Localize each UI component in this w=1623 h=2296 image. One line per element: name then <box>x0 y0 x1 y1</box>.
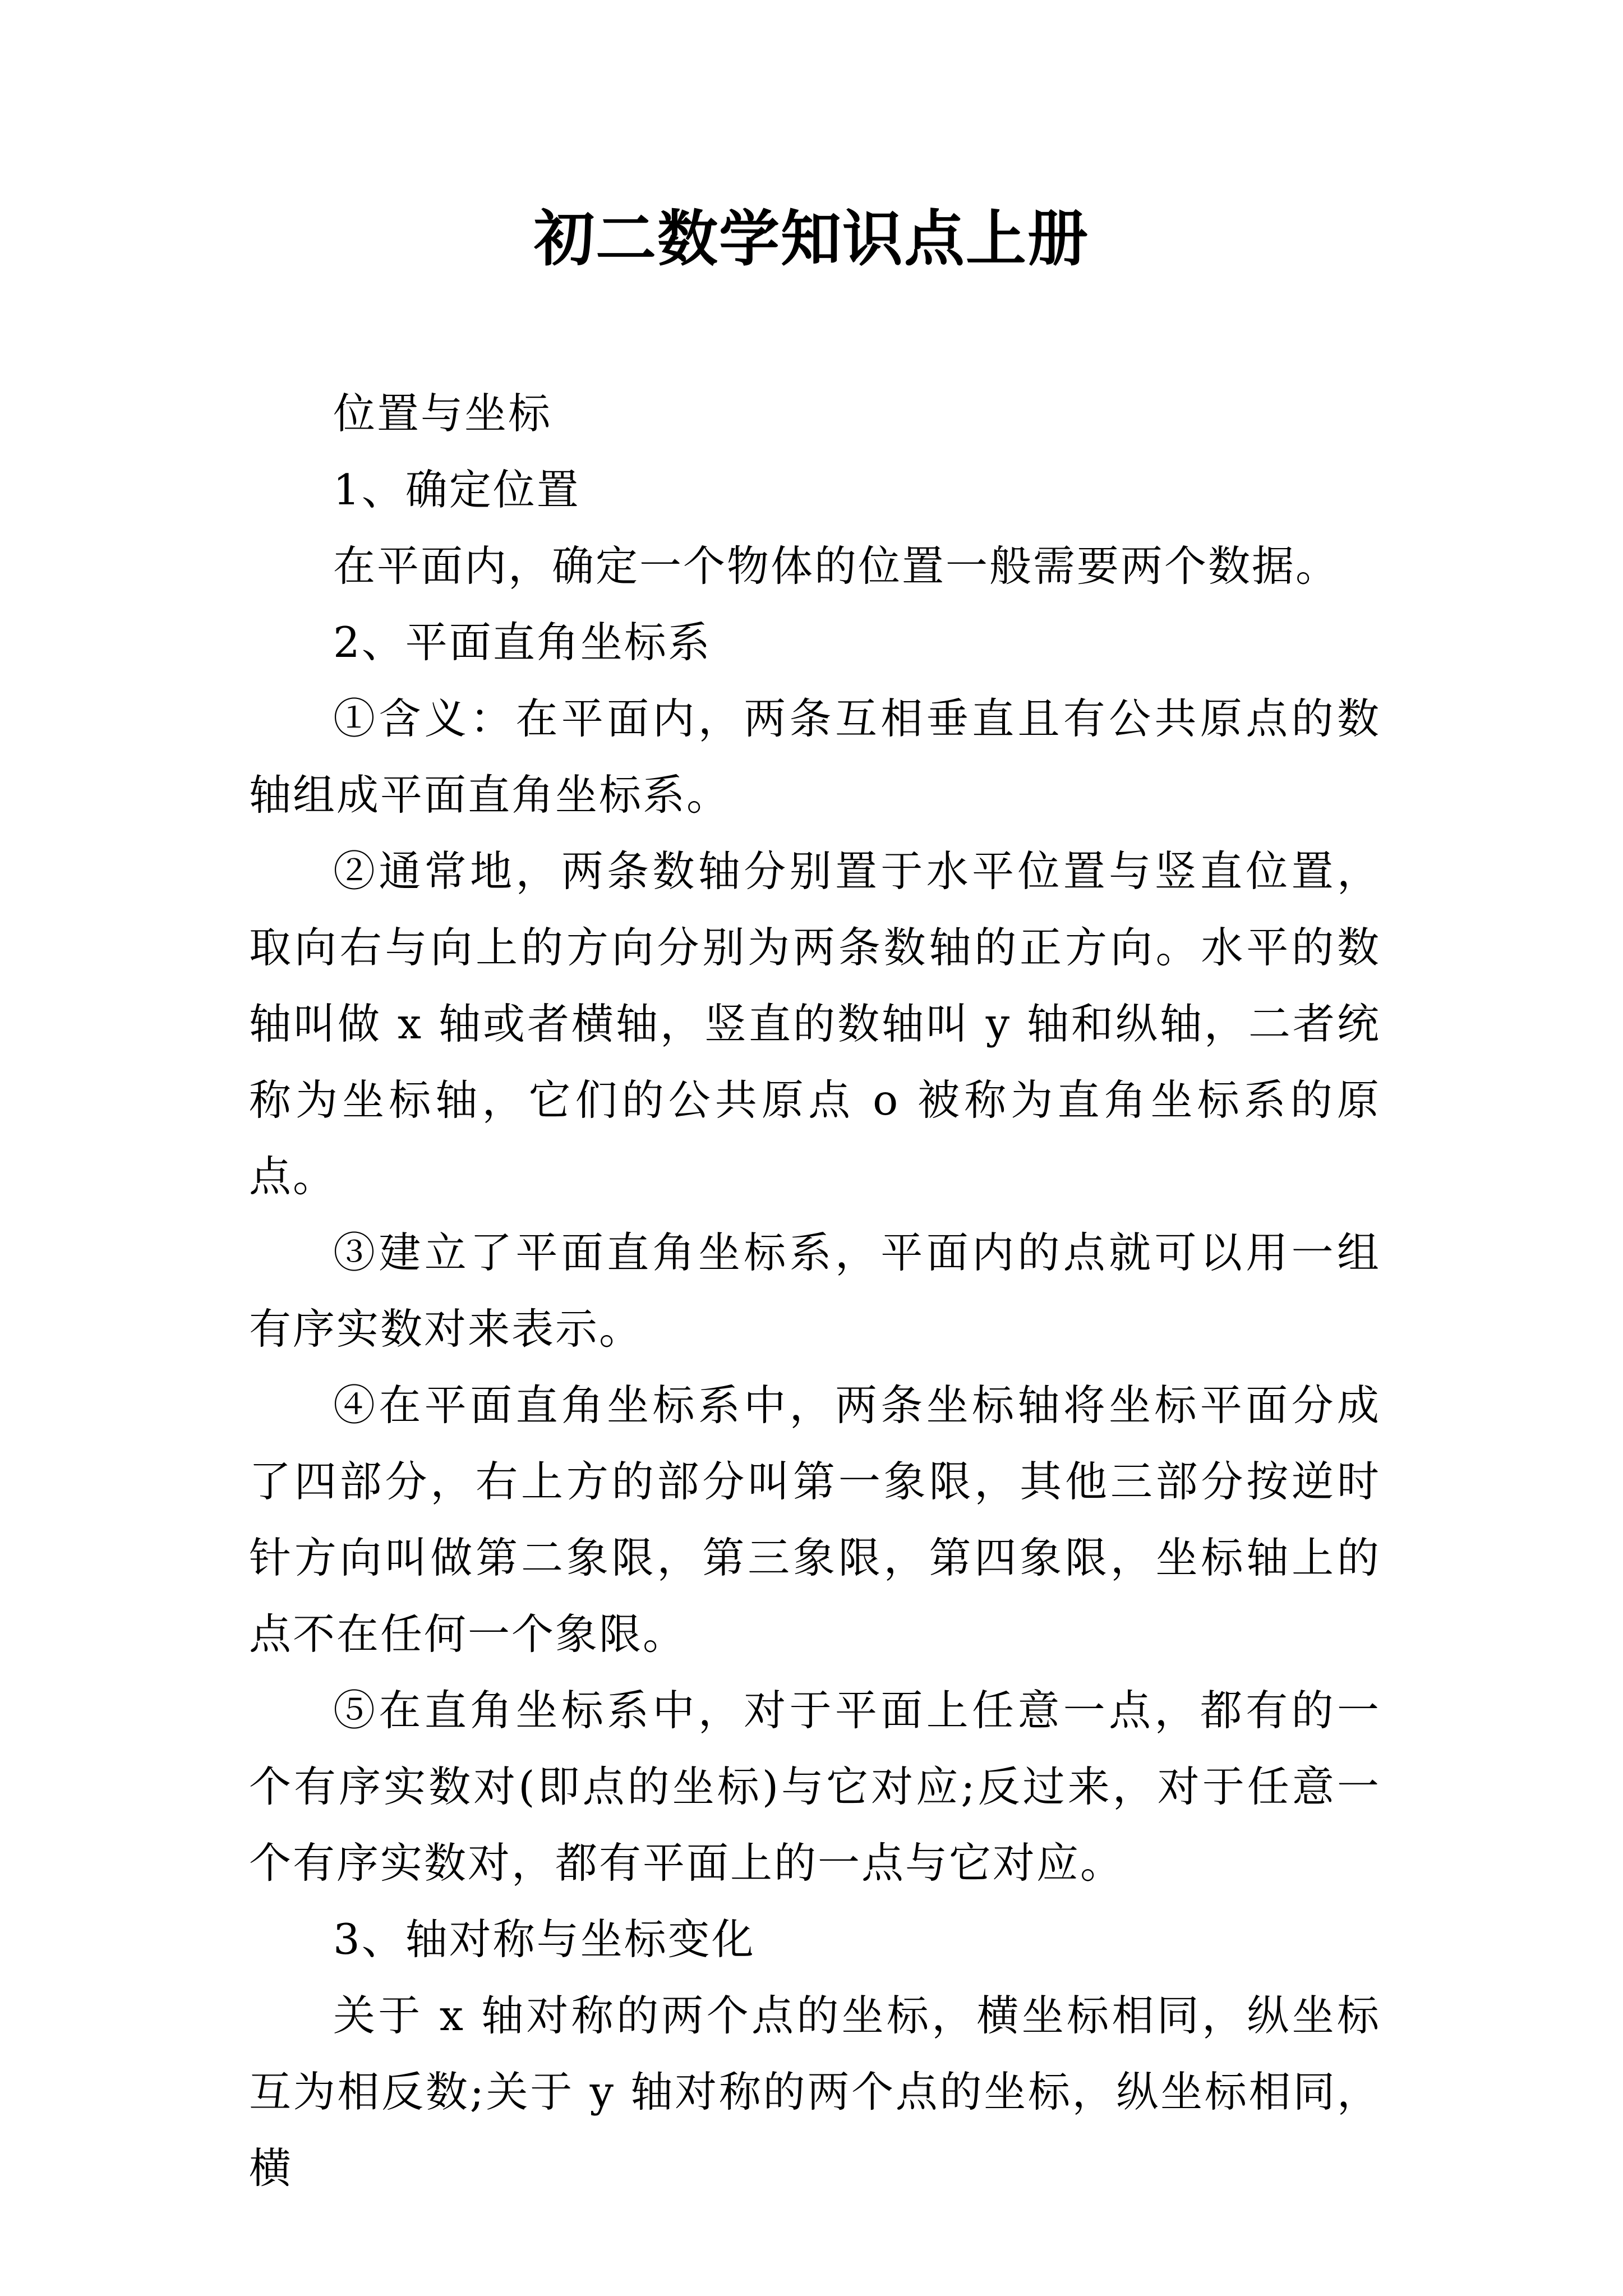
subsection-heading: 2、平面直角坐标系 <box>333 618 712 667</box>
body-paragraph: ③建立了平面直角坐标系，平面内的点就可以用一组有序实数对来表示。 <box>249 1228 1381 1354</box>
document-body <box>249 375 1381 2206</box>
subsection-heading: 3、轴对称与坐标变化 <box>333 1915 755 1964</box>
section-heading: 位置与坐标 <box>333 389 552 438</box>
body-paragraph: 关于 x 轴对称的两个点的坐标，横坐标相同，纵坐标互为相反数;关于 y 轴对称的两个点的坐标，纵坐标相同，横 <box>249 1991 1381 2193</box>
body-paragraph: ④在平面直角坐标系中，两条坐标轴将坐标平面分成了四部分，右上方的部分叫第一象限，其他三部分按逆时针方向叫做第二象限，第三象限，第四象限，坐标轴上的点不在任何一个象限。 <box>249 1381 1381 1659</box>
body-paragraph: 在平面内，确定一个物体的位置一般需要两个数据。 <box>333 541 1340 591</box>
body-paragraph: ①含义：在平面内，两条互相垂直且有公共原点的数轴组成平面直角坐标系。 <box>249 694 1381 820</box>
body-paragraph: ②通常地，两条数轴分别置于水平位置与竖直位置，取向右与向上的方向分别为两条数轴的正方向。水平的数轴叫做 x 轴或者横轴，竖直的数轴叫 y 轴和纵轴，二者统称为坐标轴，它们的公共原点 o 被称为直角坐标系的原点。 <box>249 846 1381 1201</box>
document-title: 初二数学知识点上册 <box>533 204 1089 274</box>
body-paragraph: ⑤在直角坐标系中，对于平面上任意一点，都有的一个有序实数对(即点的坐标)与它对应;反过来，对于任意一个有序实数对，都有平面上的一点与它对应。 <box>249 1686 1381 1888</box>
subsection-heading: 1、确定位置 <box>333 465 580 514</box>
